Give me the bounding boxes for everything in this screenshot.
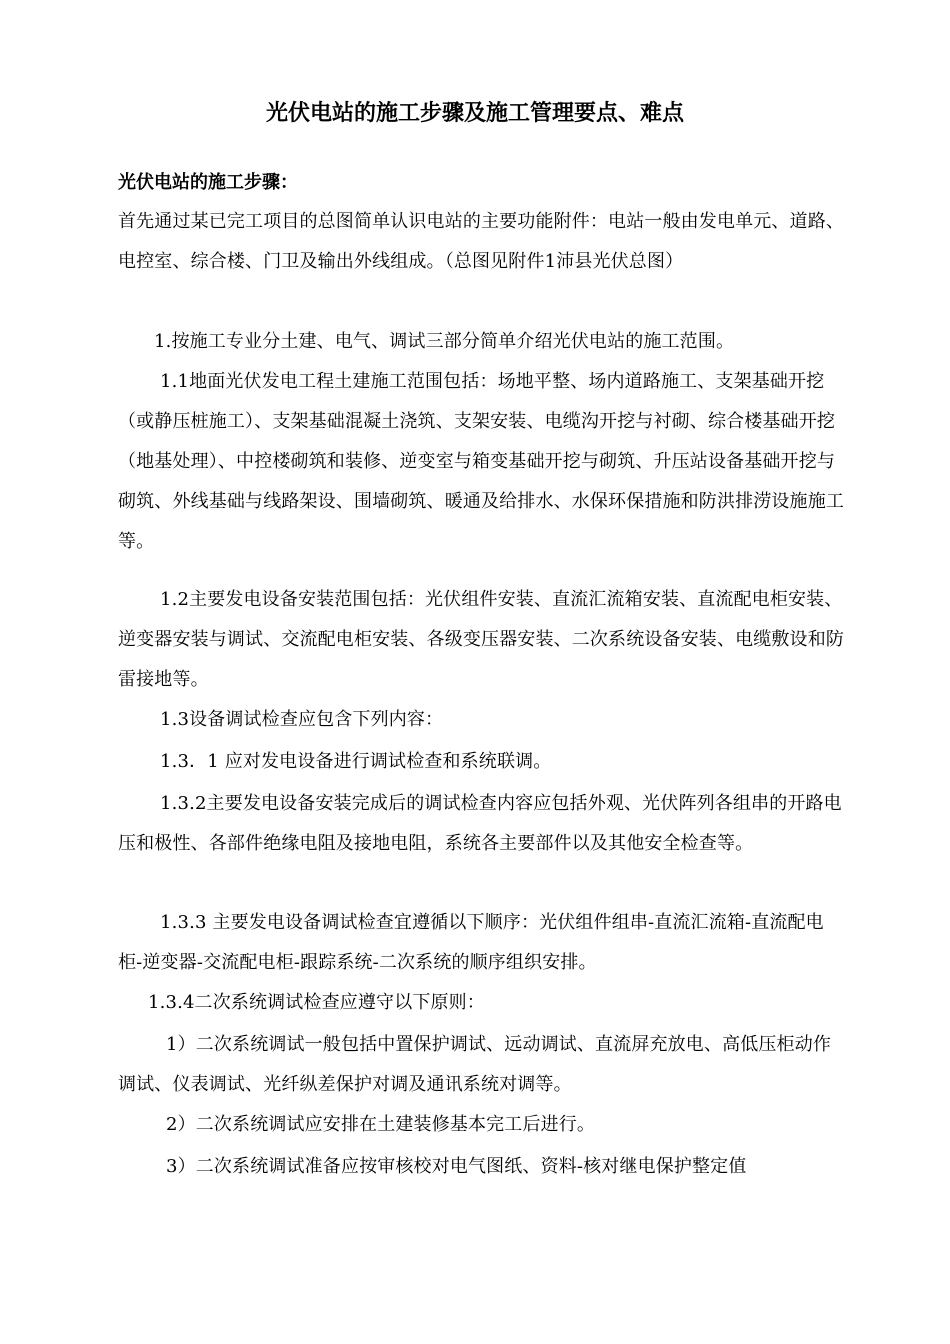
- section-heading: 光伏电站的施工步骤：: [118, 172, 298, 193]
- list-item-2: 2）二次系统调试应安排在土建装修基本完工后进行。: [166, 1114, 596, 1135]
- paragraph-intro: 首先通过某已完工项目的总图简单认识电站的主要功能附件：电站一般由发电单元、道路、电控室、综合楼、门卫及输出外线组成。（总图见附件1沛县光伏总图）: [118, 211, 844, 272]
- list-item-3: 3）二次系统调试准备应按审核校对电气图纸、资料-核对继电保护整定值: [166, 1156, 747, 1177]
- paragraph-1-1: 1.1地面光伏发电工程土建施工范围包括：场地平整、场内道路施工、支架基础开挖（或静压桩施工）、支架基础混凝土浇筑、支架安装、电缆沟开挖与衬砌、综合楼基础开挖（地基处理）、中控楼砌筑和装修、逆变室与箱变基础开挖与砌筑、升压站设备基础开挖与砌筑、外线基础与线路架设、围墙砌筑、暖通及给排水、水保环保措施和防洪排涝设施施工等。: [118, 371, 844, 552]
- paragraph-1-3-3: 1.3.3 主要发电设备调试检查宜遵循以下顺序：光伏组件组串-直流汇流箱-直流配电柜-逆变器-交流配电柜-跟踪系统-二次系统的顺序组织安排。: [118, 912, 824, 973]
- paragraph-1-3-2: 1.3.2主要发电设备安装完成后的调试检查内容应包括外观、光伏阵列各组串的开路电压和极性、各部件绝缘电阻及接地电阻，系统各主要部件以及其他安全检查等。: [118, 793, 842, 854]
- paragraph-1-3-4: 1.3.4二次系统调试检查应遵守以下原则：: [148, 992, 485, 1013]
- paragraph-1: 1.按施工专业分土建、电气、调试三部分简单介绍光伏电站的施工范围。: [154, 331, 735, 352]
- document-title: 光伏电站的施工步骤及施工管理要点、难点: [265, 100, 684, 126]
- list-item-1: 1）二次系统调试一般包括中置保护调试、远动调试、直流屏充放电、高低压柜动作调试、仪表调试、光纤纵差保护对调及通讯系统对调等。: [118, 1034, 831, 1095]
- paragraph-1-3: 1.3设备调试检查应包含下列内容：: [160, 709, 444, 730]
- paragraph-1-3-1: 1.3．1 应对发电设备进行调试检查和系统联调。: [160, 751, 552, 772]
- paragraph-1-2: 1.2主要发电设备安装范围包括：光伏组件安装、直流汇流箱安装、直流配电柜安装、逆变器安装与调试、交流配电柜安装、各级变压器安装、二次系统设备安装、电缆敷设和防雷接地等。: [118, 589, 844, 690]
